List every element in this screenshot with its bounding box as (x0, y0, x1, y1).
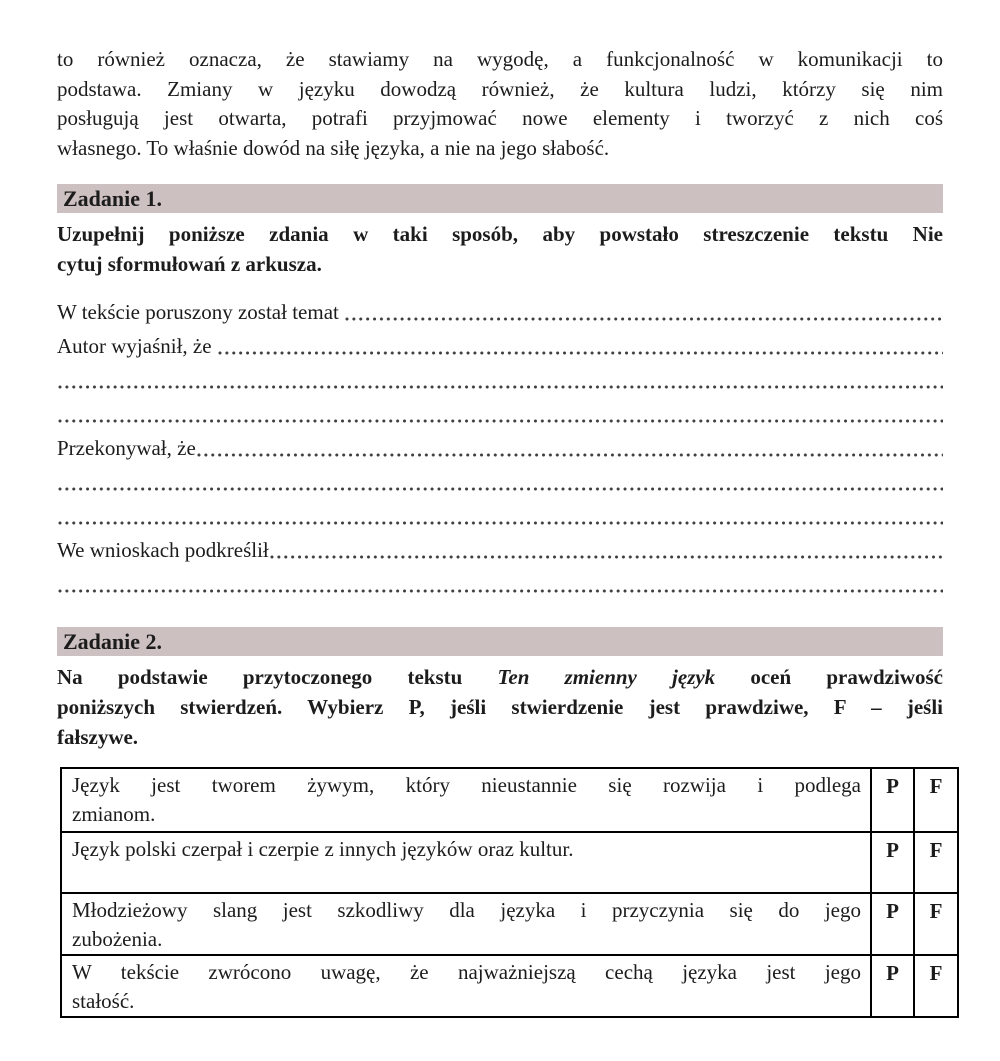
dotted-line (269, 554, 943, 560)
task1-instruction (57, 219, 943, 279)
statement-cell (61, 768, 871, 832)
task2-instruction-line: poniższych stwierdzeń. Wybierz P, jeśli stwierdzenie jest prawdziwe, F – jeśli (57, 695, 943, 719)
dotted-line (344, 316, 943, 322)
task1-title: Zadanie 1. (63, 185, 163, 211)
statement-cell (61, 955, 871, 1017)
statement-line: Język jest tworem żywym, który nieustannie się rozwija i podlega (72, 773, 861, 797)
option-f-cell[interactable]: F (914, 768, 958, 832)
fill-in-label: W tekście poruszony został temat (57, 300, 345, 324)
true-false-table (60, 767, 959, 1018)
option-f-cell[interactable]: F (914, 955, 958, 1017)
task1-fill-in-area (57, 293, 943, 599)
fill-in-line[interactable] (57, 565, 943, 599)
table-row (61, 893, 958, 955)
dotted-line (57, 418, 943, 424)
intro-line: własnego. To właśnie dowód na siłę języka, a nie na jego słabość. (57, 135, 610, 160)
statement-line: W tekście zwrócono uwagę, że najważniejszą cechą języka jest jego (72, 960, 861, 984)
task2-instruction-line (57, 662, 943, 692)
intro-line: to również oznacza, że stawiamy na wygodę, a funkcjonalność w komunikacji to (57, 47, 943, 71)
option-p-cell[interactable]: P (871, 768, 914, 832)
dotted-line (57, 588, 943, 594)
fill-in-label: Autor wyjaśnił, że (57, 334, 217, 358)
task2-instruction-italic-title: Ten zmienny język (497, 665, 716, 689)
task1-instruction-line: Uzupełnij poniższe zdania w taki sposób, aby powstało streszczenie tekstu Nie (57, 222, 943, 246)
intro-paragraph (57, 0, 943, 163)
fill-in-line-author[interactable] (57, 327, 943, 361)
option-f-cell[interactable]: F (914, 893, 958, 955)
fill-in-label: Przekonywał, że (57, 436, 196, 460)
statement-line: zmianom. (72, 802, 156, 826)
fill-in-line-persuade[interactable] (57, 429, 943, 463)
task2-instruction-line: fałszywe. (57, 725, 139, 749)
intro-line: podstawa. Zmiany w języku dowodzą również, że kultura ludzi, którzy się nim (57, 76, 943, 101)
statement-line: Język polski czerpał i czerpie z innych języków oraz kultur. (72, 837, 574, 861)
table-row (61, 832, 958, 893)
option-f-cell[interactable]: F (914, 832, 958, 893)
task2-title: Zadanie 2. (63, 628, 163, 654)
task1-header-bar (57, 184, 943, 213)
task2-instruction-text: Na podstawie przytoczonego tekstu (57, 665, 498, 689)
option-p-cell[interactable]: P (871, 832, 914, 893)
task2-header-bar (57, 627, 943, 656)
statement-line: stałość. (72, 989, 135, 1013)
task2-instruction (57, 662, 943, 752)
dotted-line (57, 520, 943, 526)
fill-in-line[interactable] (57, 361, 943, 395)
fill-in-line-conclusions[interactable] (57, 531, 943, 565)
statement-cell (61, 832, 871, 893)
task1-instruction-line: cytuj sformułowań z arkusza. (57, 252, 322, 276)
dotted-line (57, 486, 943, 492)
fill-in-line-topic[interactable] (57, 293, 943, 327)
option-p-cell[interactable]: P (871, 955, 914, 1017)
intro-line: posługują jest otwarta, potrafi przyjmować nowe elementy i tworzyć z nich coś (57, 106, 943, 130)
fill-in-line[interactable] (57, 395, 943, 429)
fill-in-line[interactable] (57, 497, 943, 531)
statement-cell (61, 893, 871, 955)
fill-in-label: We wnioskach podkreślił (57, 538, 269, 562)
option-p-cell[interactable]: P (871, 893, 914, 955)
dotted-line (196, 452, 943, 458)
statement-line: zubożenia. (72, 927, 163, 951)
fill-in-line[interactable] (57, 463, 943, 497)
dotted-line (217, 350, 943, 356)
task2-instruction-text: oceń prawdziwość (715, 665, 943, 689)
table-row (61, 768, 958, 832)
statement-line: Młodzieżowy slang jest szkodliwy dla języka i przyczynia się do jego (72, 898, 861, 922)
table-row (61, 955, 958, 1017)
dotted-line (57, 384, 943, 390)
